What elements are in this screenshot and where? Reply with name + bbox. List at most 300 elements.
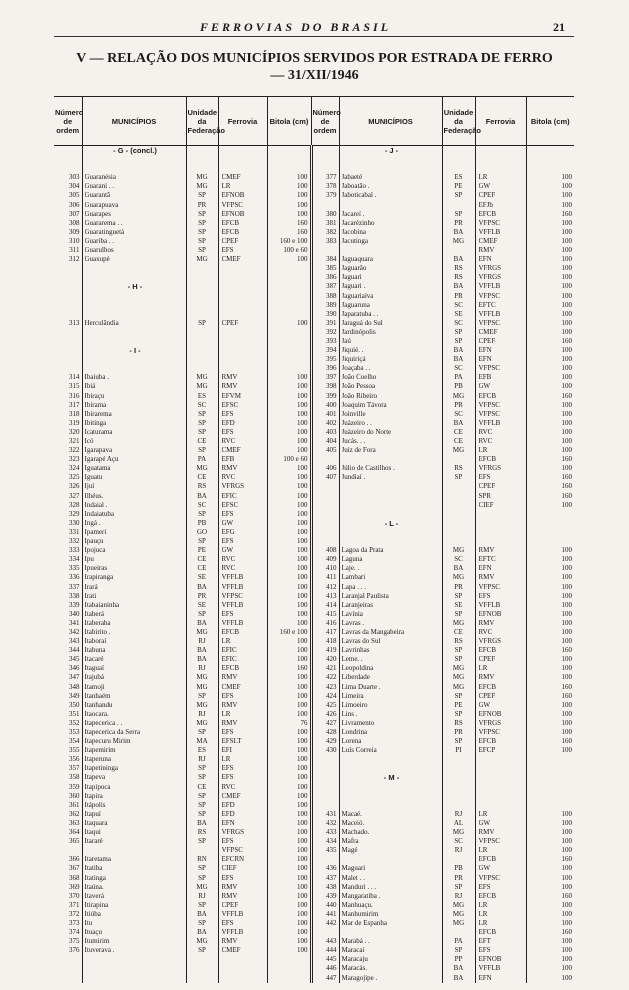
blank-line <box>313 801 337 810</box>
entry-number: 378 <box>326 182 337 191</box>
state-code: SP <box>198 900 206 909</box>
state-code: SE <box>454 600 463 609</box>
gauge-value: 100 <box>561 546 572 555</box>
entry-number: 426 <box>326 709 337 718</box>
municipality-name: Japaratuba . . <box>341 309 379 318</box>
state-code: MG <box>196 700 208 709</box>
gauge-value: 100 <box>561 900 572 909</box>
gauge-value: 160 <box>297 664 308 673</box>
railway-code: LR <box>478 918 488 927</box>
entry-number: 319 <box>69 418 80 427</box>
municipality-name: Laranjal Paulista <box>341 591 389 600</box>
blank-line <box>85 155 186 164</box>
blank-line <box>443 155 475 164</box>
blank-line <box>313 519 337 528</box>
municipality-name: Lima Duarte . <box>341 682 381 691</box>
gauge-value: 100 <box>561 409 572 418</box>
railway-code: RMV <box>478 546 495 555</box>
railway-code: EFT <box>478 937 491 946</box>
heading-line-2: — 31/XII/1946 <box>270 68 359 83</box>
state-code: BA <box>197 618 207 627</box>
state-code: MG <box>196 255 208 264</box>
entry-number: 396 <box>326 364 337 373</box>
gauge-value: 100 <box>297 209 308 218</box>
state-code: BA <box>453 564 464 573</box>
entry-number: 397 <box>326 373 337 382</box>
blank-line <box>187 292 218 301</box>
state-code: CE <box>197 564 207 573</box>
railway-code: RVC <box>478 627 493 636</box>
state-code: SC <box>454 409 463 418</box>
gauge-value: 160 <box>561 646 572 655</box>
municipality-name: Itatinga <box>84 873 106 882</box>
railway-code: EFCB <box>478 737 497 746</box>
blank-line <box>54 146 80 155</box>
blank-line <box>527 164 573 173</box>
blank-line <box>268 301 308 310</box>
municipality-name: Ibiraçu <box>84 391 105 400</box>
municipality-name: Itaocara. <box>84 709 109 718</box>
gauge-value: 100 <box>297 473 308 482</box>
municipality-name: Maguari <box>341 864 366 873</box>
gauge-value: 100 <box>561 282 572 291</box>
municipality-name: Indaiatuba <box>84 509 115 518</box>
state-code: SC <box>454 318 463 327</box>
municipality-name: João Coelho <box>341 373 377 382</box>
railway-code: LR <box>221 709 231 718</box>
blank-line <box>187 164 218 173</box>
municipality-name <box>342 201 442 210</box>
blank-line <box>479 155 526 164</box>
entry-number: 399 <box>326 391 337 400</box>
state-code: CE <box>197 782 207 791</box>
blank-line <box>479 510 526 519</box>
entry-number: 348 <box>69 682 80 691</box>
letter-section-heading: - J - <box>384 146 399 155</box>
gauge-value: 100 <box>561 500 572 509</box>
municipality-name: Itajubá <box>84 673 104 682</box>
entry-number: 412 <box>326 582 337 591</box>
municipality-name: Itapira <box>84 791 103 800</box>
entry-number: 379 <box>326 191 337 200</box>
blank-line <box>222 155 267 164</box>
entry-number <box>313 482 337 491</box>
railway-code: EFNOB <box>221 191 245 200</box>
gauge-value: 100 <box>297 400 308 409</box>
municipality-name: Macaé. <box>341 809 362 818</box>
gauge-value: 100 <box>297 837 308 846</box>
state-code: RJ <box>454 891 463 900</box>
entry-number: 363 <box>69 818 80 827</box>
entry-number: 418 <box>326 637 337 646</box>
railway-code: CMEF <box>221 791 241 800</box>
blank-line <box>268 155 308 164</box>
entry-number: 373 <box>69 918 80 927</box>
blank-line <box>187 355 218 364</box>
municipality-name: Guaxupé <box>84 255 110 264</box>
blank-line <box>443 764 475 773</box>
municipality-name: Ibirarema <box>84 409 112 418</box>
municipality-name: Lagoa da Prata <box>341 546 384 555</box>
municipality-name: Itapuí <box>84 809 101 818</box>
entry-number: 422 <box>326 673 337 682</box>
gauge-value: 160 e 100 <box>279 627 308 636</box>
gauge-value: 100 <box>297 518 308 527</box>
state-code: RS <box>454 264 463 273</box>
municipality-name <box>342 928 442 937</box>
municipality-name: Itapetininga <box>84 764 118 773</box>
header-unidade-left: Unidade da Federação <box>186 97 218 146</box>
state-code: BA <box>197 646 207 655</box>
entry-number: 419 <box>326 646 337 655</box>
railway-code: EFCB <box>478 391 497 400</box>
municipality-name: Jacareí . <box>341 209 365 218</box>
municipality-name: Itacaré <box>84 655 104 664</box>
state-code: BA <box>197 491 207 500</box>
blank-line <box>527 801 573 810</box>
entry-number: 333 <box>69 546 80 555</box>
entry-number: 443 <box>326 937 337 946</box>
state-code: SP <box>454 209 463 218</box>
state-code: SP <box>454 473 463 482</box>
municipality-name: Ipueiras <box>84 564 108 573</box>
entry-number: 342 <box>69 627 80 636</box>
gauge-value: 100 <box>561 882 572 891</box>
running-title: FERROVIAS DO BRASIL <box>200 20 392 34</box>
state-code: BA <box>453 964 464 973</box>
state-code: PP <box>454 955 463 964</box>
state-code: MG <box>196 182 208 191</box>
gauge-value: 100 <box>561 627 572 636</box>
railway-code: EFIC <box>221 491 237 500</box>
state-code: RS <box>197 828 207 837</box>
entry-number: 318 <box>69 409 80 418</box>
railway-code: RMV <box>478 673 495 682</box>
state-code: SP <box>198 609 206 618</box>
gauge-value: 100 <box>561 246 572 255</box>
gauge-value: 100 <box>297 737 308 746</box>
gauge-value: 160 <box>561 336 572 345</box>
municipality-name: Itabuna <box>84 646 106 655</box>
entry-number: 439 <box>326 891 337 900</box>
letter-section-heading: - G - (concl.) <box>113 146 157 155</box>
blank-line <box>268 164 308 173</box>
entry-number: 427 <box>326 718 337 727</box>
entry-number: 431 <box>326 809 337 818</box>
entry-number: 407 <box>326 473 337 482</box>
railway-code: RMV <box>221 464 238 473</box>
municipality-name: Ilhéus. <box>84 491 104 500</box>
gauge-value: 100 <box>297 491 308 500</box>
gauge-value: 100 <box>297 709 308 718</box>
gauge-value: 100 <box>297 918 308 927</box>
municipality-name: Jacutinga <box>341 236 368 245</box>
state-code: BA <box>197 928 207 937</box>
left-unidade-column <box>186 146 218 983</box>
state-code: SP <box>198 209 206 218</box>
state-code: SP <box>198 764 206 773</box>
state-code: BA <box>453 418 464 427</box>
state-code: BA <box>453 973 464 982</box>
blank-line <box>268 273 308 282</box>
entry-number: 432 <box>326 818 337 827</box>
state-code: RS <box>454 464 463 473</box>
right-numero-column <box>311 146 339 983</box>
state-code: PB <box>454 864 463 873</box>
entry-number: 416 <box>326 618 337 627</box>
blank-line <box>268 292 308 301</box>
railway-code: EFS <box>221 918 234 927</box>
entry-number: 350 <box>69 700 80 709</box>
state-code: PR <box>454 400 463 409</box>
blank-line <box>479 783 526 792</box>
blank-line <box>54 310 80 319</box>
municipality-name: Itamoji <box>84 682 105 691</box>
blank-line <box>443 755 475 764</box>
gauge-value: 100 <box>561 818 572 827</box>
gauge-value: 100 <box>561 327 572 336</box>
running-header <box>0 20 629 34</box>
entry-number: 337 <box>69 582 80 591</box>
gauge-value: 100 <box>297 464 308 473</box>
entry-number: 391 <box>326 318 337 327</box>
blank-line <box>313 510 337 519</box>
railway-code: RVC <box>221 437 236 445</box>
blank-line <box>187 273 218 282</box>
state-code: RS <box>197 482 207 491</box>
gauge-value: 100 <box>297 382 308 391</box>
state-code: BA <box>453 282 464 291</box>
entry-number: 389 <box>326 300 337 309</box>
gauge-value: 100 <box>297 418 308 427</box>
entry-number: 328 <box>69 500 80 509</box>
entry-number: 327 <box>69 491 80 500</box>
gauge-value: 100 <box>297 800 308 809</box>
railway-code: VFFLB <box>478 964 501 973</box>
railway-code: LR <box>478 809 488 818</box>
municipality-name: Itiúba <box>84 909 101 918</box>
gauge-value: 100 <box>561 236 572 245</box>
gauge-value: 100 <box>297 500 308 509</box>
railway-code: EFS <box>221 691 234 700</box>
railway-code: EFS <box>221 873 234 882</box>
gauge-value: 100 <box>297 637 308 646</box>
blank-line <box>222 337 267 346</box>
gauge-value: 100 <box>561 600 572 609</box>
header-numero-left: Número de ordem <box>54 97 82 146</box>
state-code: CE <box>197 437 207 445</box>
entry-number: 447 <box>326 973 337 982</box>
state-code: BA <box>197 909 207 918</box>
railway-code: EFJb <box>478 200 493 209</box>
gauge-value: 100 <box>561 864 572 873</box>
municipality-name: Icó <box>84 437 94 445</box>
railway-code: EFS <box>221 773 234 782</box>
letter-section-heading: - I - <box>129 346 141 356</box>
railway-code: LR <box>478 664 488 673</box>
entry-number: 388 <box>326 291 337 300</box>
entry-number: 369 <box>69 882 80 891</box>
gauge-value: 100 <box>561 382 572 391</box>
railway-code: LR <box>478 446 488 455</box>
railway-code: CPEF <box>221 900 239 909</box>
blank-line <box>479 764 526 773</box>
blank-line <box>443 519 475 528</box>
railway-code: EFS <box>221 509 234 518</box>
header-bitola-right: Bitola (cm) <box>526 97 574 146</box>
blank-line <box>443 146 475 155</box>
municipality-name: Maceió. <box>341 818 365 827</box>
gauge-value: 160 <box>297 227 308 236</box>
gauge-value: 100 <box>297 700 308 709</box>
municipality-name: Marabá . . <box>341 937 370 946</box>
blank-line <box>479 755 526 764</box>
entry-number: 435 <box>326 846 337 855</box>
state-code: MG <box>196 682 208 691</box>
gauge-value: 100 <box>297 409 308 418</box>
left-ferrovia-column <box>218 146 267 983</box>
municipality-name: Lorena <box>341 737 362 746</box>
railway-code: VFPSC <box>478 364 500 373</box>
gauge-value: 160 <box>561 482 572 491</box>
gauge-value: 100 <box>297 564 308 573</box>
railway-code: VFPSC <box>478 837 500 846</box>
entry-number: 313 <box>69 318 80 327</box>
blank-line <box>222 364 267 373</box>
municipality-name: Livramento <box>341 718 375 727</box>
railway-code: EFD <box>221 418 235 427</box>
municipality-name: Guarapuava <box>84 200 119 209</box>
railway-code: VFRGS <box>478 637 502 646</box>
railway-code: RMV <box>221 937 238 946</box>
entry-number: 365 <box>69 837 80 846</box>
blank-line <box>443 510 475 519</box>
entry-number: 366 <box>69 855 80 864</box>
entry-number: 314 <box>69 373 80 382</box>
state-code: ES <box>454 173 463 182</box>
entry-number: 370 <box>69 891 80 900</box>
entry-number: 415 <box>326 609 337 618</box>
municipality-name: João Pessoa <box>341 382 376 391</box>
entry-number: 437 <box>326 873 337 882</box>
railway-code: GW <box>221 546 234 555</box>
gauge-value: 100 <box>561 446 572 455</box>
municipality-name: Guarapes <box>84 209 111 218</box>
railway-code: EFG <box>221 527 235 536</box>
state-code: RJ <box>198 664 206 673</box>
blank-line <box>342 801 442 810</box>
gauge-value: 100 <box>561 346 572 355</box>
municipality-name: Ibiá <box>84 382 96 391</box>
gauge-value: 100 <box>297 591 308 600</box>
blank-line <box>313 783 337 792</box>
municipality-name: Mar de Espanha <box>341 918 387 927</box>
gauge-value: 100 <box>297 728 308 736</box>
municipality-name: Guarani . . <box>84 182 115 191</box>
gauge-value: 100 <box>297 855 308 864</box>
municipality-name: Itapemirim <box>84 746 116 755</box>
railway-code: EFN <box>478 564 492 573</box>
municipality-name: Itatiba <box>84 864 103 873</box>
letter-section-heading: - L - <box>384 518 399 528</box>
state-code <box>443 855 475 864</box>
municipality-name: Maracaju <box>341 955 368 964</box>
municipality-name: Juiz de Fora <box>341 446 376 455</box>
gauge-value: 100 <box>297 200 308 209</box>
state-code: SP <box>454 191 463 200</box>
gauge-value: 100 <box>297 255 308 264</box>
railway-code: RVC <box>221 473 236 482</box>
gauge-value: 100 <box>297 509 308 518</box>
railway-code: VFPSC <box>478 218 500 227</box>
state-code: MG <box>452 918 465 927</box>
entry-number: 359 <box>69 782 80 791</box>
entry-number: 421 <box>326 664 337 673</box>
blank-line <box>85 328 186 337</box>
railway-code: EFS <box>478 946 491 955</box>
entry-number: 376 <box>69 946 80 955</box>
railway-code: LR <box>221 637 231 646</box>
entry-number <box>313 928 337 937</box>
entry-number: 403 <box>326 427 337 436</box>
railway-code: CMEF <box>221 173 241 182</box>
state-code: RS <box>454 273 463 282</box>
state-code: PI <box>455 746 462 755</box>
entry-number <box>313 455 337 464</box>
gauge-value: 100 <box>297 673 308 682</box>
gauge-value: 160 <box>297 218 308 227</box>
municipality-name: Indaial . <box>84 500 108 509</box>
state-code: SP <box>454 709 463 718</box>
state-code: SP <box>198 691 206 700</box>
entry-number: 428 <box>326 728 337 736</box>
entry-number: 330 <box>69 518 80 527</box>
entry-number: 312 <box>69 255 80 264</box>
railway-code: VFFLB <box>478 418 501 427</box>
railway-code: EFB <box>221 455 235 464</box>
state-code: SE <box>197 600 207 609</box>
municipality-name: Lapa . . . <box>341 582 366 591</box>
railway-code: CPEF <box>478 655 496 664</box>
blank-line <box>527 155 573 164</box>
municipality-name: Guaratinguetá <box>84 227 125 236</box>
state-code: GO <box>196 527 208 536</box>
railway-code: EFNOB <box>478 955 502 964</box>
railway-code: VFPSC <box>478 409 500 418</box>
railway-code: EFNOB <box>221 209 245 218</box>
railway-code: VFPSC <box>478 873 500 882</box>
municipality-name: Jacarèzinho <box>341 218 375 227</box>
entry-number: 346 <box>69 664 80 673</box>
railway-code: VFFLB <box>221 600 244 609</box>
municipality-name <box>85 846 186 855</box>
state-code: BA <box>453 355 464 364</box>
gauge-value: 100 <box>561 837 572 846</box>
blank-line <box>313 528 337 537</box>
entry-number: 335 <box>69 564 80 573</box>
municipality-name: Irapiranga <box>84 573 114 582</box>
railway-code: EFS <box>221 537 234 546</box>
entry-number: 442 <box>326 918 337 927</box>
entry-number: 417 <box>326 627 337 636</box>
railway-code: CIEF <box>221 864 237 873</box>
state-code: RJ <box>198 637 206 646</box>
state-code: SP <box>454 737 463 746</box>
railway-code: VFFLB <box>478 600 501 609</box>
municipality-name: Igarapava <box>84 446 113 455</box>
entry-number: 309 <box>69 227 80 236</box>
state-code: SE <box>197 573 207 582</box>
